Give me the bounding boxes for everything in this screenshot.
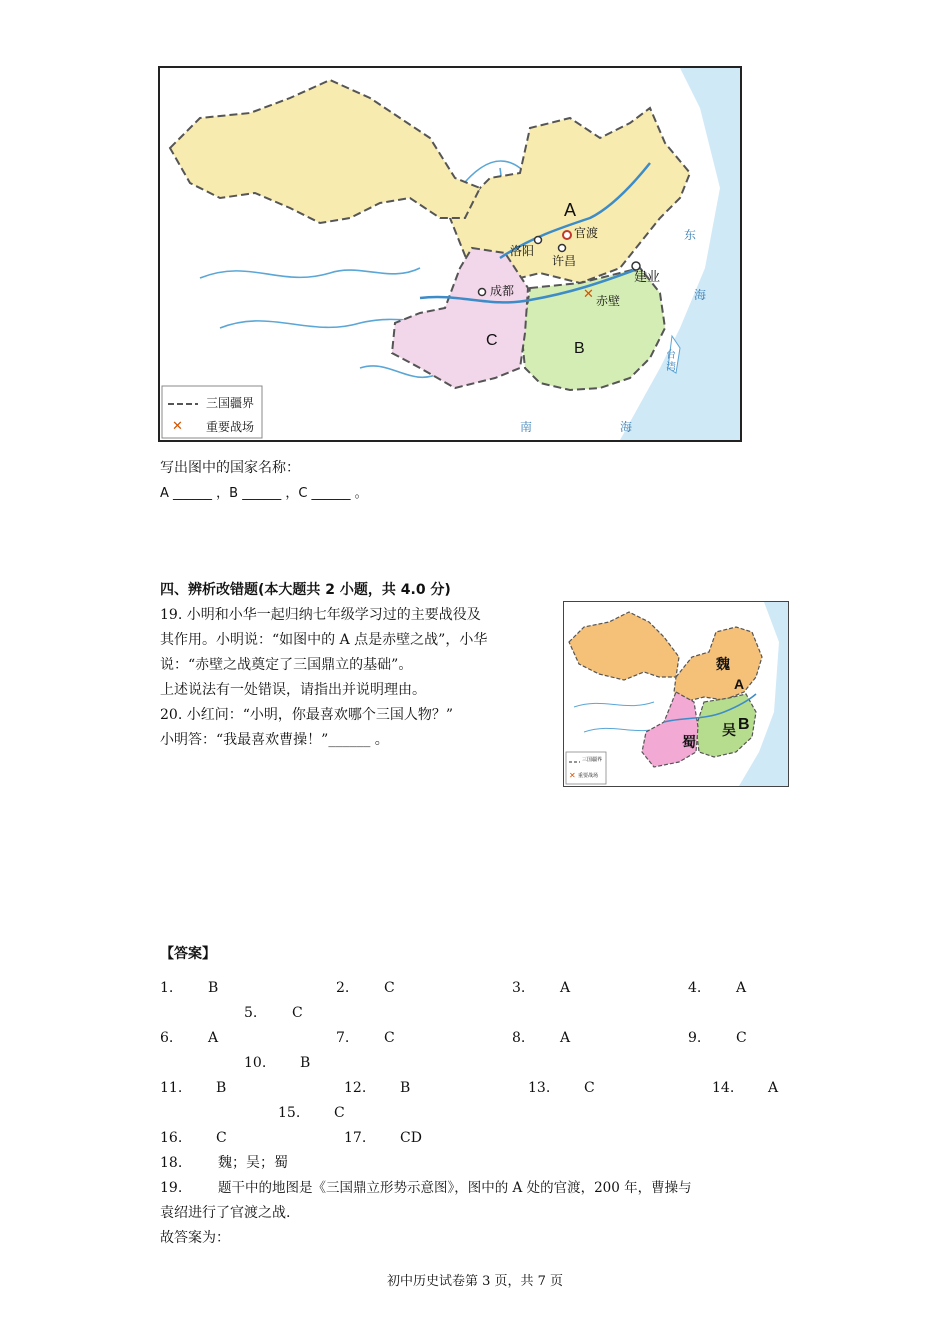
map1-label-chibi: 赤壁	[596, 294, 621, 308]
xuchang-marker	[559, 245, 566, 252]
answer-val: B	[208, 980, 219, 996]
answer-num: 7.	[336, 1030, 350, 1046]
map1-label-sea-east: 东	[684, 228, 697, 242]
map1-label-b: B	[574, 340, 585, 357]
three-kingdoms-map-small	[563, 601, 789, 787]
map1-label-guandu: 官渡	[574, 226, 599, 240]
map1-label-c: C	[486, 332, 498, 349]
answer-19-line2: 袁绍进行了官渡之战.	[160, 1205, 291, 1221]
answer-val: C	[334, 1105, 345, 1121]
map2-label-wu: 吴	[722, 723, 736, 739]
answer-num: 3.	[512, 980, 526, 996]
answer-num: 9.	[688, 1030, 702, 1046]
answer-val: C	[384, 1030, 395, 1046]
answer-num: 10.	[244, 1055, 267, 1071]
map2-legend-battle: 重要战场	[578, 773, 599, 779]
map-svg	[160, 68, 740, 440]
section4-heading: 四、辨析改错题(本大题共 2 小题，共 4.0 分)	[160, 582, 451, 598]
map1-label-sea-south: 南	[520, 420, 533, 434]
q20-line2: 小明答：“我最喜欢曹操！”______ 。	[160, 732, 389, 748]
q19-line2: 其作用。小明说：“如图中的 A 点是赤壁之战”，小华	[160, 632, 488, 648]
three-kingdoms-map-large	[158, 66, 742, 442]
legend-battle-icon: ✕	[172, 419, 183, 434]
map1-label-luoyang: 洛阳	[510, 244, 535, 258]
answer-19-line3: 故答案为：	[160, 1230, 230, 1246]
answer-val: C	[384, 980, 395, 996]
answer-val: A	[208, 1030, 219, 1046]
map1-label-sea-south2: 海	[620, 420, 633, 434]
map2-legend-border: 三国疆界	[582, 757, 603, 763]
answer-val: CD	[400, 1130, 422, 1146]
map2-label-wei: 魏	[716, 657, 730, 673]
answer-val: B	[400, 1080, 411, 1096]
answer-val: C	[216, 1130, 227, 1146]
page-footer: 初中历史试卷第 3 页，共 7 页	[386, 1274, 564, 1289]
map2-label-b: B	[738, 716, 750, 733]
answer-val: A	[560, 1030, 571, 1046]
map1-label-chengdu: 成都	[490, 284, 515, 298]
answer-num: 13.	[528, 1080, 551, 1096]
answer-num: 8.	[512, 1030, 526, 1046]
answer-num: 5.	[244, 1005, 258, 1021]
answer-num: 14.	[712, 1080, 735, 1096]
answers-title: 【答案】	[160, 946, 216, 962]
map1-label-jianye: 建业	[634, 270, 661, 285]
q20-line1: 20. 小红问：“小明，你最喜欢哪个三国人物？”	[160, 707, 454, 723]
chibi-cross-icon: ✕	[583, 287, 594, 302]
q19-line1: 19. 小明和小华一起归纳七年级学习过的主要战役及	[160, 607, 481, 623]
answer-num: 11.	[160, 1080, 183, 1096]
answer-val: A	[736, 980, 747, 996]
q19-line4: 上述说法有一处错误，请指出并说明理由。	[160, 682, 426, 698]
map1-legend-border: 三国疆界	[206, 396, 255, 410]
q19-line3: 说：“赤壁之战奠定了三国鼎立的基础”。	[160, 657, 413, 673]
luoyang-marker	[535, 237, 542, 244]
chengdu-marker	[479, 289, 486, 296]
answer-num: 6.	[160, 1030, 174, 1046]
guandu-marker	[563, 231, 571, 239]
answer-val: B	[300, 1055, 311, 1071]
answer-18-value: 魏；吴；蜀	[218, 1155, 288, 1171]
answer-num: 2.	[336, 980, 350, 996]
answer-18-num: 18.	[160, 1155, 183, 1171]
answer-num: 15.	[278, 1105, 301, 1121]
answer-19-line1: 题干中的地图是《三国鼎立形势示意图》，图中的 A 处的官渡，200 年，曹操与	[218, 1180, 692, 1196]
answer-num: 12.	[344, 1080, 367, 1096]
answer-val: A	[560, 980, 571, 996]
answer-19-num: 19.	[160, 1180, 183, 1196]
map1-label-sea-east2: 海	[694, 288, 707, 302]
answer-num: 16.	[160, 1130, 183, 1146]
answer-val: A	[768, 1080, 779, 1096]
answer-num: 17.	[344, 1130, 367, 1146]
answer-num: 1.	[160, 980, 174, 996]
map1-label-island: 台湾	[666, 350, 676, 373]
answer-num: 4.	[688, 980, 702, 996]
map1-legend-battle: 重要战场	[206, 420, 255, 434]
answer-val: C	[292, 1005, 303, 1021]
map2-label-a: A	[734, 676, 745, 692]
q18-blanks: A ______ ，B ______ ，C ______ 。	[160, 486, 368, 501]
answer-val: C	[584, 1080, 595, 1096]
answer-val: C	[736, 1030, 747, 1046]
map2-legend-battle-icon: ✕	[569, 771, 576, 780]
q18-prompt: 写出图中的国家名称：	[160, 460, 300, 476]
answer-val: B	[216, 1080, 227, 1096]
map1-label-xuchang: 许昌	[552, 254, 577, 268]
map1-label-a: A	[564, 200, 577, 220]
map2-label-shu: 蜀	[682, 735, 696, 751]
